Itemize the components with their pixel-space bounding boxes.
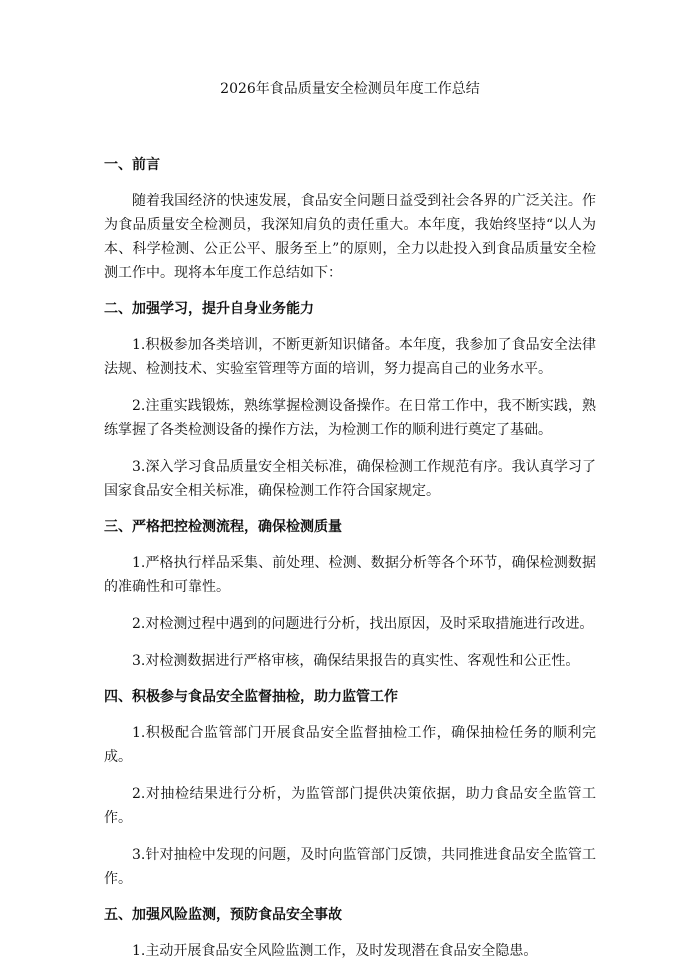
section-heading: 一、前言: [104, 157, 160, 173]
paragraph: 3.深入学习食品质量安全相关标准，确保检测工作规范有序。我认真学习了国家食品安全相关标准，确保检测工作符合国家规定。: [104, 459, 596, 499]
paragraph: 2.对抽检结果进行分析，为监管部门提供决策依据，助力食品安全监管工作。: [104, 786, 596, 826]
section-preface: [104, 154, 596, 285]
section-heading: 三、严格把控检测流程，确保检测质量: [104, 519, 342, 535]
section-learning: [104, 298, 596, 503]
paragraph: 3.对检测数据进行严格审核，确保结果报告的真实性、客观性和公正性。: [132, 653, 580, 669]
document-title: 2026年食品质量安全检测员年度工作总结: [220, 81, 480, 97]
paragraph: 1.积极参加各类培训，不断更新知识储备。本年度，我参加了食品安全法律法规、检测技术、实验室管理等方面的培训，努力提高自己的业务水平。: [104, 337, 596, 377]
section-heading: 四、积极参与食品安全监督抽检，助力监管工作: [104, 689, 398, 705]
paragraph: 2.注重实践锻炼，熟练掌握检测设备操作。在日常工作中，我不断实践，熟练掌握了各类检测设备的操作方法，为检测工作的顺利进行奠定了基础。: [104, 398, 596, 438]
section-heading: 二、加强学习，提升自身业务能力: [104, 301, 314, 317]
section-risk-monitoring: [104, 904, 596, 963]
paragraph: 1.主动开展食品安全风险监测工作，及时发现潜在食品安全隐患。: [132, 943, 538, 959]
section-supervision: [104, 686, 596, 891]
paragraph: 1.积极配合监管部门开展食品安全监督抽检工作，确保抽检任务的顺利完成。: [104, 725, 596, 765]
section-process-control: [104, 516, 596, 673]
paragraph: 2.对检测过程中遇到的问题进行分析，找出原因，及时采取措施进行改进。: [132, 616, 594, 632]
section-heading: 五、加强风险监测，预防食品安全事故: [104, 907, 342, 923]
paragraph: 3.针对抽检中发现的问题，及时向监管部门反馈，共同推进食品安全监管工作。: [104, 847, 596, 887]
paragraph: 随着我国经济的快速发展，食品安全问题日益受到社会各界的广泛关注。作为食品质量安全检测员，我深知肩负的责任重大。本年度，我始终坚持“以人为本、科学检测、公正公平、服务至上”的原则，全力以赴投入到食品质量安全检测工作中。现将本年度工作总结如下：: [104, 193, 596, 281]
paragraph: 1.严格执行样品采集、前处理、检测、数据分析等各个环节，确保检测数据的准确性和可靠性。: [104, 555, 596, 595]
